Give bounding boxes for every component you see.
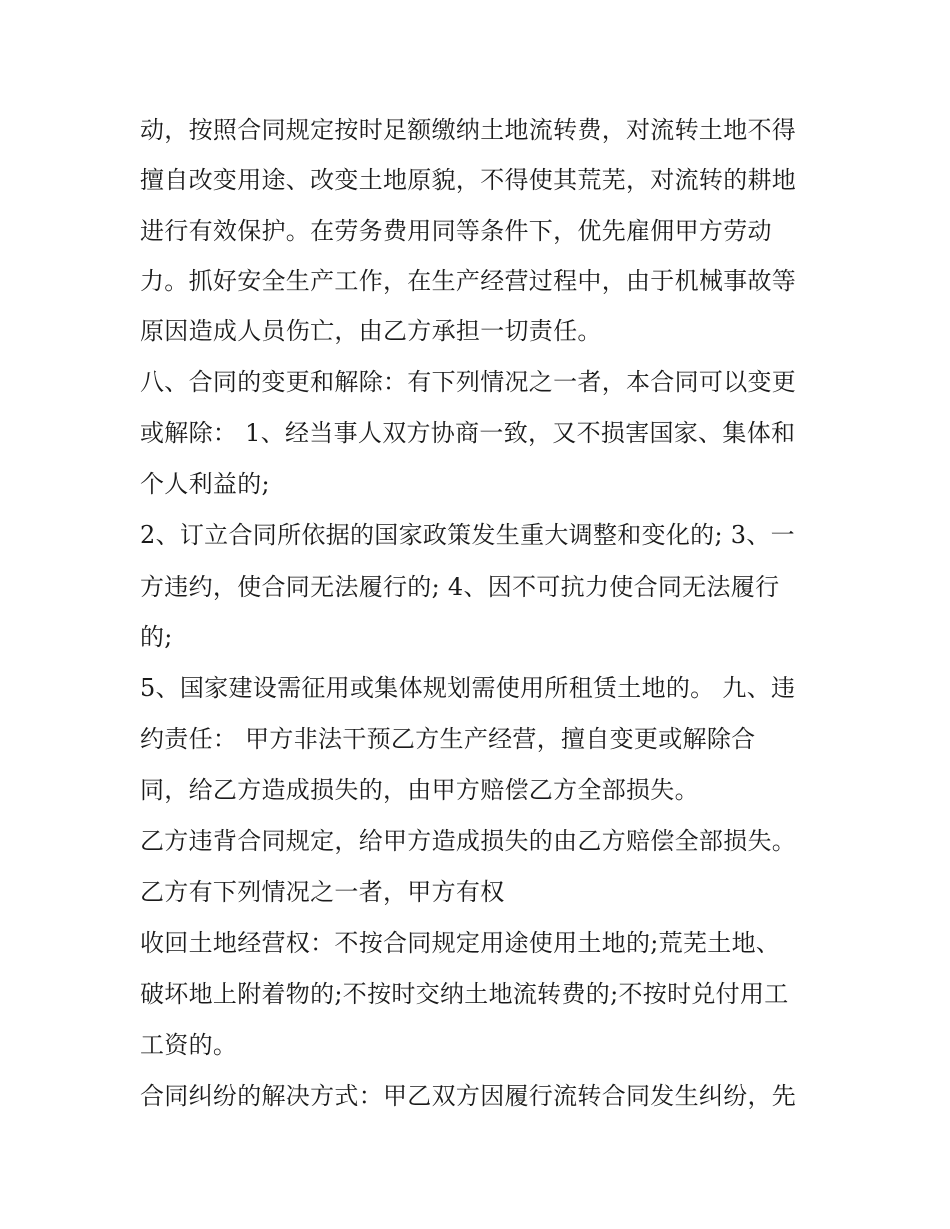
text-line: 破坏地上附着物的;不按时交纳土地流转费的;不按时兑付用工 bbox=[140, 980, 789, 1008]
text-line: 5、国家建设需征用或集体规划需使用所租赁土地的。 九、违 bbox=[140, 674, 796, 702]
text-line: 或解除： 1、经当事人双方协商一致，又不损害国家、集体和 bbox=[140, 419, 796, 447]
text-line: 收回土地经营权：不按合同规定用途使用土地的;荒芜土地、 bbox=[140, 929, 781, 957]
text-line: 乙方违背合同规定，给甲方造成损失的由乙方赔偿全部损失。 bbox=[140, 827, 797, 855]
text-line: 工资的。 bbox=[140, 1031, 238, 1059]
text-line: 的; bbox=[140, 623, 173, 651]
text-line: 2、订立合同所依据的国家政策发生重大调整和变化的; 3、一 bbox=[140, 521, 795, 549]
text-line: 擅自改变用途、改变土地原貌，不得使其荒芜，对流转的耕地 bbox=[140, 166, 797, 194]
text-line: 进行有效保护。在劳务费用同等条件下，优先雇佣甲方劳动 bbox=[140, 217, 772, 245]
text-line: 原因造成人员伤亡，由乙方承担一切责任。 bbox=[140, 317, 602, 345]
text-line: 个人利益的; bbox=[140, 470, 270, 498]
text-line: 乙方有下列情况之一者，甲方有权 bbox=[140, 878, 505, 906]
text-line: 力。抓好安全生产工作，在生产经营过程中，由于机械事故等 bbox=[140, 267, 797, 295]
text-line: 动，按照合同规定按时足额缴纳土地流转费，对流转土地不得 bbox=[140, 116, 797, 144]
text-line: 合同纠纷的解决方式：甲乙双方因履行流转合同发生纠纷，先 bbox=[140, 1082, 797, 1110]
text-line: 八、合同的变更和解除：有下列情况之一者，本合同可以变更 bbox=[140, 368, 797, 396]
text-line: 约责任： 甲方非法干预乙方生产经营，擅自变更或解除合 bbox=[140, 725, 756, 753]
text-line: 同，给乙方造成损失的，由甲方赔偿乙方全部损失。 bbox=[140, 776, 699, 804]
text-line: 方违约，使合同无法履行的; 4、因不可抗力使合同无法履行 bbox=[140, 573, 780, 601]
